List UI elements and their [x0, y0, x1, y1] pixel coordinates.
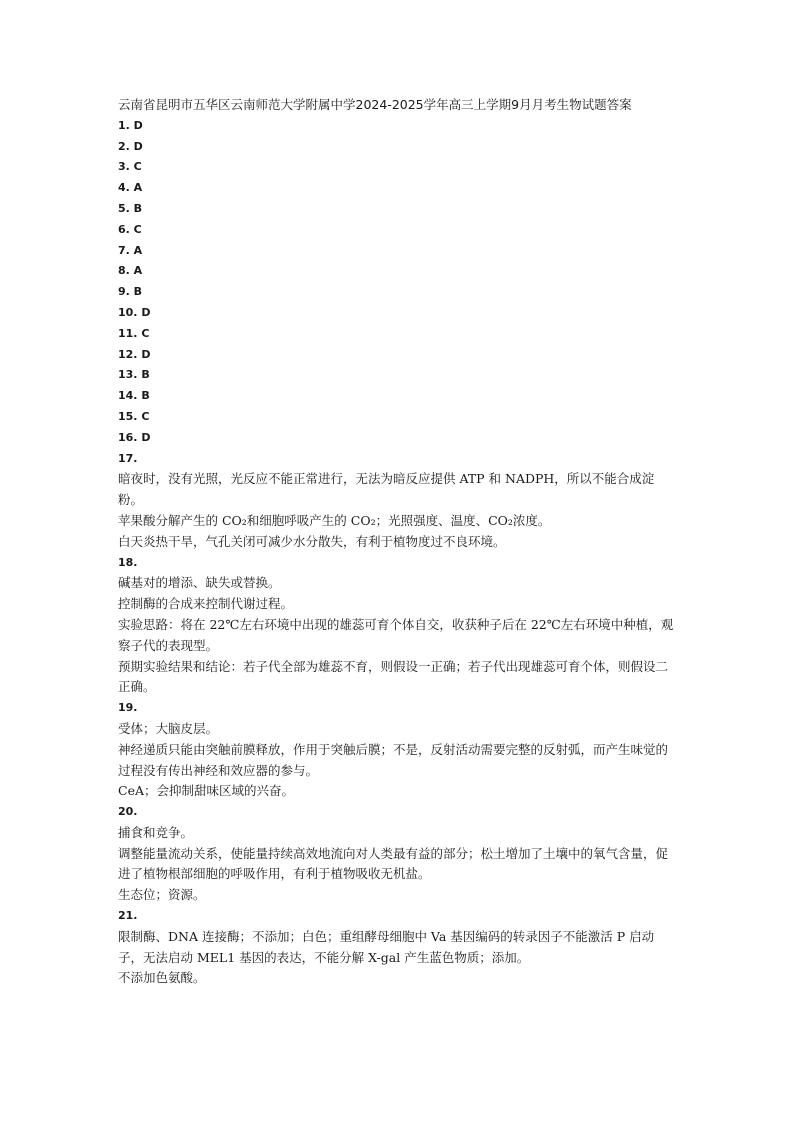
question-17 — [118, 449, 678, 553]
answer-line: 碱基对的增添、缺失或替换。 — [118, 575, 281, 591]
question-number: 17. — [118, 451, 138, 465]
mc-answer: 14. B — [118, 389, 150, 403]
mc-answer: 12. D — [118, 347, 151, 361]
answer-line: 苹果酸分解产生的 CO₂和细胞呼吸产生的 CO₂；光照强度、温度、CO₂浓度。 — [118, 512, 551, 528]
document-title: 云南省昆明市五华区云南师范大学附属中学2024-2025学年高三上学期9月月考生物试题答案 — [118, 97, 632, 112]
answer-line: 限制酶、DNA 连接酶；不添加；白色；重组酵母细胞中 Va 基因编码的转录因子不能激活 P 启动子，无法启动 MEL1 基因的表达，不能分解 X-gal 产生蓝色物质；添加。 — [118, 928, 655, 965]
answer-line: 预期实验结果和结论：若子代全部为雄蕊不育，则假设一正确；若子代出现雄蕊可育个体，则假设二正确。 — [118, 658, 669, 695]
question-number: 20. — [118, 805, 138, 819]
mc-answer: 6. C — [118, 222, 142, 236]
answer-line: 白天炎热干旱，气孔关闭可减少水分散失，有利于植物度过不良环境。 — [118, 533, 506, 549]
mc-answer: 9. B — [118, 285, 143, 299]
answer-line: 控制酶的合成来控制代谢过程。 — [118, 596, 294, 612]
answer-line: 调整能量流动关系，使能量持续高效地流向对人类最有益的部分；松土增加了土壤中的氧气含量，促进了植物根部细胞的呼吸作用，有利于植物吸收无机盐。 — [118, 845, 669, 882]
mc-answer: 10. D — [118, 305, 151, 319]
mc-answer: 1. D — [118, 118, 143, 132]
question-number: 21. — [118, 909, 138, 923]
mc-answer: 16. D — [118, 430, 151, 444]
answer-line: 不添加色氨酸。 — [118, 970, 206, 986]
answer-line: 实验思路：将在 22℃左右环境中出现的雄蕊可育个体自交，收获种子后在 22℃左右环境中种植，观察子代的表现型。 — [118, 616, 674, 653]
answer-line: 神经递质只能由突触前膜释放，作用于突触后膜；不是，反射活动需要完整的反射弧，而产生味觉的过程没有传出神经和效应器的参与。 — [118, 741, 669, 778]
mc-answer: 15. C — [118, 409, 150, 423]
mc-answer: 4. A — [118, 181, 143, 195]
question-number: 18. — [118, 555, 138, 569]
answer-line: 暗夜时，没有光照，光反应不能正常进行，无法为暗反应提供 ATP 和 NADPH，所以不能合成淀粉。 — [118, 471, 655, 508]
mc-answer: 8. A — [118, 264, 143, 278]
multiple-choice-answers — [118, 116, 678, 449]
question-19 — [118, 698, 678, 802]
question-number: 19. — [118, 701, 138, 715]
mc-answer: 2. D — [118, 139, 143, 153]
answer-sheet — [118, 95, 678, 989]
mc-answer: 5. B — [118, 201, 143, 215]
answer-line: 生态位；资源。 — [118, 887, 206, 903]
question-21 — [118, 906, 678, 989]
answer-line: 捕食和竞争。 — [118, 824, 194, 840]
answer-line: 受体；大脑皮层。 — [118, 720, 219, 736]
answer-line: CeA；会抑制甜味区域的兴奋。 — [118, 783, 294, 799]
mc-answer: 13. B — [118, 368, 150, 382]
mc-answer: 7. A — [118, 243, 143, 257]
question-20 — [118, 802, 678, 906]
question-18 — [118, 553, 678, 699]
mc-answer: 3. C — [118, 160, 142, 174]
mc-answer: 11. C — [118, 326, 150, 340]
